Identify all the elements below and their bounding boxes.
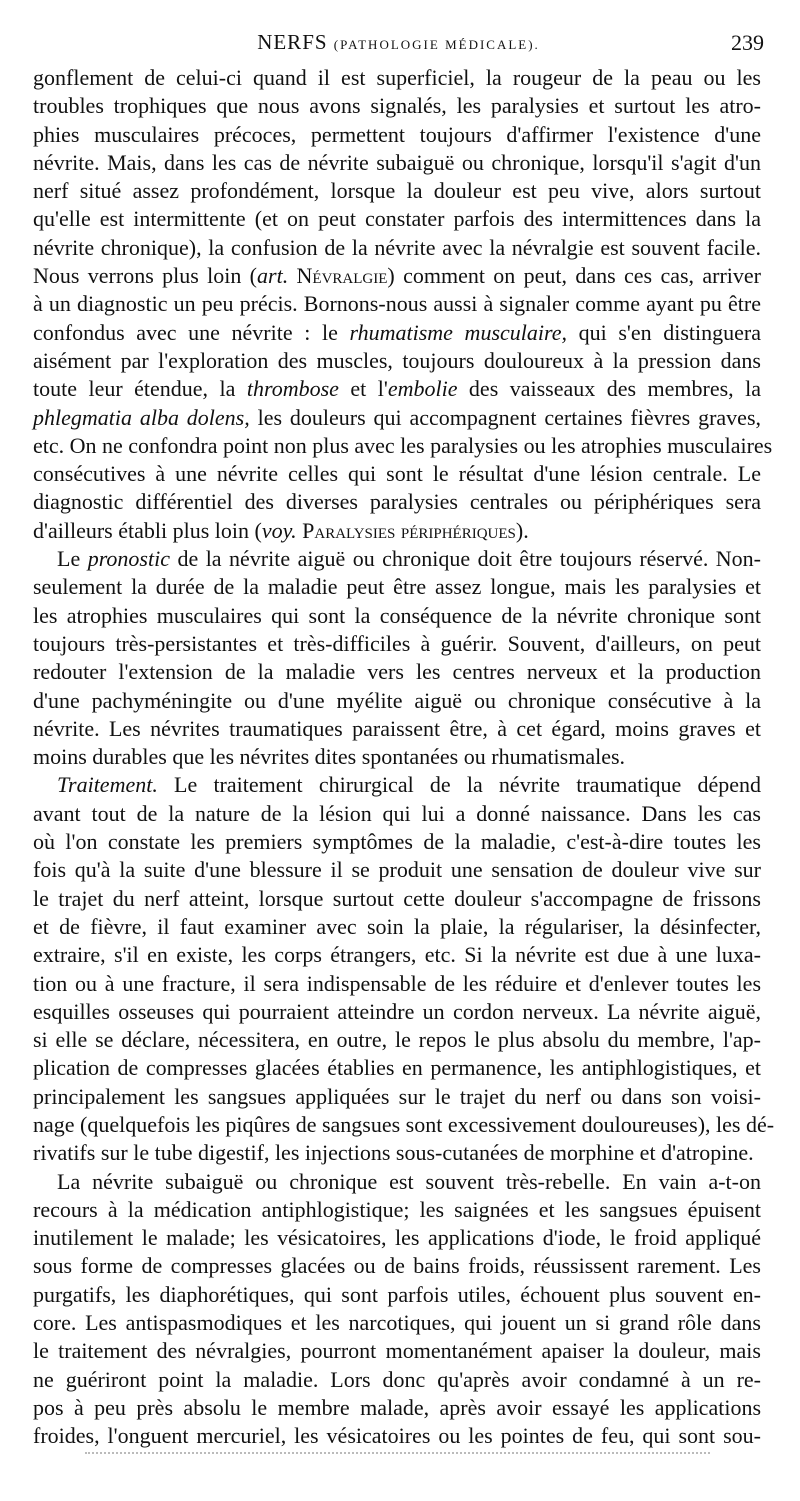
text-run: qui s'en distinguera: [567, 319, 762, 345]
text-run: les douleurs qui accompagnent certaines fièvres graves,: [249, 404, 761, 430]
text-line: extraire, s'il en existe, les corps étrangers, etc. Si la névrite est due à une luxa-: [33, 942, 761, 968]
italic-run: rhumatisme musculaire,: [349, 319, 568, 345]
text-run: des vaisseaux des membres, la: [457, 376, 761, 402]
text-run: Nous verrons plus loin (: [33, 263, 258, 289]
text-run: Le: [57, 546, 88, 572]
cross-reference: Névralgie: [296, 263, 388, 289]
text-run: [288, 263, 296, 288]
text-line: avant tout de la nature de la lésion qui lui a donné naissance. Dans les cas: [33, 800, 761, 826]
text-line: névrite. Les névrites traumatiques paraissent être, à cet égard, moins graves et: [33, 715, 761, 741]
italic-run: art.: [257, 263, 289, 289]
text-line: La névrite subaiguë ou chronique est souvent très-rebelle. En vain a-t-on: [57, 1168, 761, 1194]
text-line: nerf situé assez profondément, lorsque la douleur est peu vive, alors surtout: [33, 178, 761, 204]
text-line: esquilles osseuses qui pourraient atteindre un cordon nerveux. La névrite aiguë,: [33, 998, 761, 1024]
text-run: et l': [338, 376, 388, 402]
paragraph-pronostic: [33, 545, 761, 771]
text-run: ) comment on peut, dans ces cas, arriver: [387, 263, 761, 289]
italic-run: pronostic: [87, 546, 170, 572]
paragraph-subaigue: [33, 1168, 761, 1451]
paragraph-traitement: [33, 771, 775, 1167]
text-line: qu'elle est intermittente (et on peut constater parfois des intermittences dans la: [33, 206, 761, 232]
text-line: inutilement le malade; les vésicatoires, les applications d'iode, le froid appliqué: [33, 1225, 761, 1251]
text-run: confondus avec une névrite : le: [33, 319, 350, 345]
text-line: fois qu'à la suite d'une blessure il se produit une sensation de douleur vive sur: [33, 857, 761, 883]
text-line: [33, 517, 761, 545]
text-line: froides, l'onguent mercuriel, les vésicatoires ou les pointes de feu, qui sont sou-: [33, 1423, 761, 1449]
text-run: de la névrite aiguë ou chronique doit être toujours réservé. Non-: [169, 546, 762, 572]
italic-run: thrombose: [246, 376, 339, 402]
paragraph-diagnostic: [33, 64, 773, 545]
text-line: tion ou à une fracture, il sera indispensable de les réduire et d'enlever toutes les: [33, 970, 761, 996]
text-line: purgatifs, les diaphorétiques, qui sont parfois utiles, échouent plus souvent en-: [33, 1281, 761, 1307]
text-line: plication de compresses glacées établies en permanence, les antiphlogistiques, et: [33, 1055, 761, 1081]
text-line: troubles trophiques que nous avons signalés, les paralysies et surtout les atro-: [33, 93, 761, 119]
text-line: moins durables que les névrites dites spontanées ou rhumatismales.: [33, 744, 626, 770]
text-line: etc. On ne confondra point non plus avec les paralysies ou les atrophies musculaires: [33, 432, 773, 458]
page-number: 239: [731, 30, 764, 55]
text-run: Le traitement chirurgical de la névrite traumatique dépend: [157, 772, 761, 798]
text-line: toujours très-persistantes et très-difficiles à guérir. Souvent, d'ailleurs, on peut: [33, 630, 761, 656]
text-line: phies musculaires précoces, permettent toujours d'affirmer l'existence d'une: [33, 121, 761, 147]
text-line: sous forme de compresses glacées ou de bains froids, réussissent rarement. Les: [33, 1253, 761, 1279]
italic-run: phlegmatia alba dolens,: [33, 404, 250, 430]
text-run: ).: [515, 517, 529, 543]
section-heading-inline: Traitement.: [57, 772, 158, 798]
text-line: [33, 262, 761, 290]
cross-reference: Paralysies périphériques: [302, 517, 516, 543]
text-line: le trajet du nerf atteint, lorsque surtout cette douleur s'accompagne de frissons: [33, 885, 761, 911]
text-line: d'une pachyméningite ou d'une myélite aiguë ou chronique consécutive à la: [33, 687, 761, 713]
italic-run: embolie: [387, 376, 458, 402]
text-line: [33, 375, 761, 403]
italic-run: voy.: [261, 517, 297, 543]
text-line: et de fièvre, il faut examiner avec soin la plaie, la régulariser, la désinfecter,: [33, 913, 761, 939]
text-run: toute leur étendue, la: [33, 376, 247, 402]
text-line: seulement la durée de la maladie peut être assez longue, mais les paralysies et: [33, 574, 761, 600]
text-line: gonflement de celui-ci quand il est superficiel, la rougeur de la peau ou les: [33, 65, 761, 90]
text-line: [33, 545, 761, 573]
text-line: [33, 319, 761, 347]
running-head: [33, 30, 764, 55]
text-line: diagnostic différentiel des diverses paralysies centrales ou périphériques sera: [33, 489, 761, 515]
text-line: où l'on constate les premiers symptômes de la maladie, c'est-à-dire toutes les: [33, 829, 761, 855]
running-head-sub: (PATHOLOGIE MÉDICALE).: [333, 37, 540, 52]
text-line: pos à peu près absolu le membre malade, après avoir essayé les applications: [33, 1394, 761, 1420]
text-run: d'ailleurs établi plus loin (: [33, 517, 262, 543]
text-line: à un diagnostic un peu précis. Bornons-nous aussi à signaler comme ayant pu être: [33, 291, 761, 317]
text-line: ne guériront point la maladie. Lors donc qu'après avoir condamné à un re-: [33, 1366, 761, 1392]
text-line: les atrophies musculaires qui sont la conséquence de la névrite chronique sont: [33, 602, 761, 628]
text-line: si elle se déclare, nécessitera, en outre, le repos le plus absolu du membre, l'ap-: [33, 1027, 761, 1053]
body-text: [33, 64, 775, 1451]
text-line: névrite chronique), la confusion de la névrite avec la névralgie est souvent facile.: [33, 234, 761, 260]
text-line: aisément par l'exploration des muscles, toujours douloureux à la pression dans: [33, 347, 761, 373]
text-line: redouter l'extension de la maladie vers les centres nerveux et la production: [33, 659, 761, 685]
page-bottom-rule: [85, 1452, 710, 1457]
text-line: [33, 404, 761, 432]
page-header: [33, 30, 764, 60]
text-line: rivatifs sur le tube digestif, les injections sous-cutanées de morphine et d'atropine.: [33, 1140, 754, 1166]
text-line: principalement les sangsues appliquées sur le trajet du nerf ou dans son voisi-: [33, 1083, 761, 1109]
running-head-main: NERFS: [257, 30, 328, 54]
text-line: [33, 771, 761, 799]
text-line: nage (quelquefois les piqûres de sangsues sont excessivement douloureuses), les dé-: [33, 1111, 775, 1137]
text-line: consécutives à une névrite celles qui sont le résultat d'une lésion centrale. Le: [33, 461, 761, 487]
text-line: recours à la médication antiphlogistique; les saignées et les sangsues épuisent: [33, 1196, 761, 1222]
text-line: névrite. Mais, dans les cas de névrite subaiguë ou chronique, lorsqu'il s'agit d'un: [33, 149, 761, 175]
text-line: core. Les antispasmodiques et les narcotiques, qui jouent un si grand rôle dans: [33, 1310, 761, 1336]
text-line: le traitement des névralgies, pourront momentanément apaiser la douleur, mais: [33, 1338, 761, 1364]
